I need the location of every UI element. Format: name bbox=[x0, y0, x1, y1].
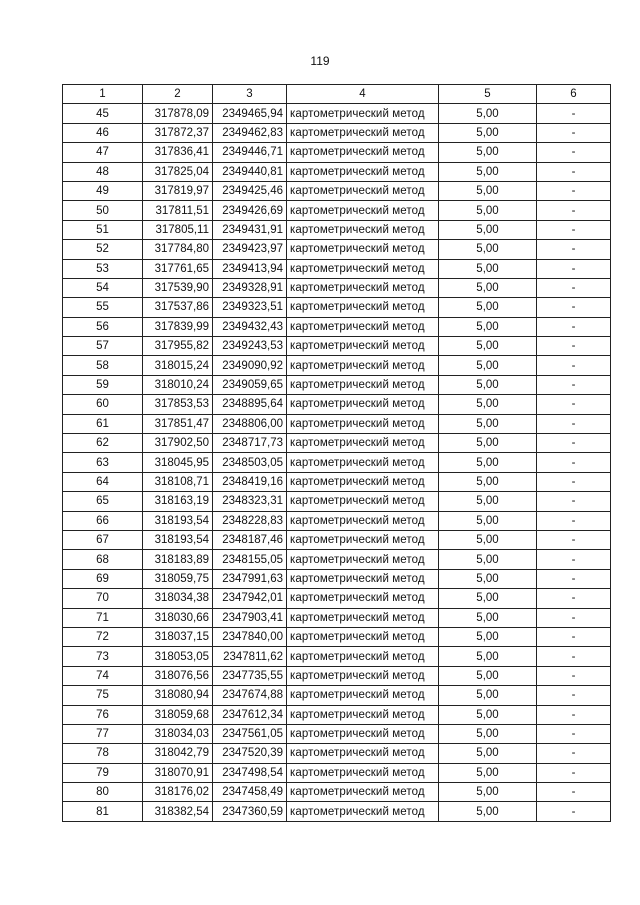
method-cell: картометрический метод bbox=[287, 201, 439, 220]
accuracy-cell: 5,00 bbox=[439, 220, 537, 239]
point-number-cell: 79 bbox=[63, 763, 143, 782]
y-coordinate-cell: 2347498,54 bbox=[213, 763, 287, 782]
x-coordinate-cell: 318034,03 bbox=[143, 724, 213, 743]
note-cell: - bbox=[537, 278, 611, 297]
accuracy-cell: 5,00 bbox=[439, 472, 537, 491]
method-cell: картометрический метод bbox=[287, 414, 439, 433]
point-number-cell: 60 bbox=[63, 395, 143, 414]
table-row bbox=[63, 104, 611, 123]
y-coordinate-cell: 2349059,65 bbox=[213, 375, 287, 394]
y-coordinate-cell: 2349425,46 bbox=[213, 181, 287, 200]
point-number-cell: 53 bbox=[63, 259, 143, 278]
accuracy-cell: 5,00 bbox=[439, 298, 537, 317]
header-col-6: 6 bbox=[537, 85, 611, 104]
x-coordinate-cell: 317819,97 bbox=[143, 181, 213, 200]
accuracy-cell: 5,00 bbox=[439, 240, 537, 259]
header-col-2: 2 bbox=[143, 85, 213, 104]
x-coordinate-cell: 318059,75 bbox=[143, 569, 213, 588]
note-cell: - bbox=[537, 744, 611, 763]
method-cell: картометрический метод bbox=[287, 530, 439, 549]
accuracy-cell: 5,00 bbox=[439, 608, 537, 627]
x-coordinate-cell: 318108,71 bbox=[143, 472, 213, 491]
point-number-cell: 77 bbox=[63, 724, 143, 743]
note-cell: - bbox=[537, 143, 611, 162]
note-cell: - bbox=[537, 453, 611, 472]
accuracy-cell: 5,00 bbox=[439, 550, 537, 569]
note-cell: - bbox=[537, 123, 611, 142]
note-cell: - bbox=[537, 724, 611, 743]
note-cell: - bbox=[537, 317, 611, 336]
accuracy-cell: 5,00 bbox=[439, 724, 537, 743]
point-number-cell: 57 bbox=[63, 337, 143, 356]
point-number-cell: 70 bbox=[63, 589, 143, 608]
method-cell: картометрический метод bbox=[287, 375, 439, 394]
x-coordinate-cell: 318070,91 bbox=[143, 763, 213, 782]
table-row bbox=[63, 627, 611, 646]
y-coordinate-cell: 2347458,49 bbox=[213, 783, 287, 802]
x-coordinate-cell: 317836,41 bbox=[143, 143, 213, 162]
x-coordinate-cell: 318042,79 bbox=[143, 744, 213, 763]
table-row bbox=[63, 647, 611, 666]
x-coordinate-cell: 318037,15 bbox=[143, 627, 213, 646]
note-cell: - bbox=[537, 783, 611, 802]
method-cell: картометрический метод bbox=[287, 627, 439, 646]
x-coordinate-cell: 317902,50 bbox=[143, 434, 213, 453]
note-cell: - bbox=[537, 472, 611, 491]
note-cell: - bbox=[537, 162, 611, 181]
y-coordinate-cell: 2349465,94 bbox=[213, 104, 287, 123]
method-cell: картометрический метод bbox=[287, 511, 439, 530]
table-row bbox=[63, 278, 611, 297]
table-body bbox=[63, 104, 611, 821]
y-coordinate-cell: 2348419,16 bbox=[213, 472, 287, 491]
x-coordinate-cell: 318030,66 bbox=[143, 608, 213, 627]
x-coordinate-cell: 317839,99 bbox=[143, 317, 213, 336]
x-coordinate-cell: 318183,89 bbox=[143, 550, 213, 569]
point-number-cell: 46 bbox=[63, 123, 143, 142]
x-coordinate-cell: 318010,24 bbox=[143, 375, 213, 394]
accuracy-cell: 5,00 bbox=[439, 530, 537, 549]
point-number-cell: 50 bbox=[63, 201, 143, 220]
note-cell: - bbox=[537, 434, 611, 453]
method-cell: картометрический метод bbox=[287, 783, 439, 802]
y-coordinate-cell: 2347674,88 bbox=[213, 686, 287, 705]
method-cell: картометрический метод bbox=[287, 337, 439, 356]
x-coordinate-cell: 318080,94 bbox=[143, 686, 213, 705]
table-row bbox=[63, 511, 611, 530]
table-row bbox=[63, 220, 611, 239]
point-number-cell: 49 bbox=[63, 181, 143, 200]
x-coordinate-cell: 317955,82 bbox=[143, 337, 213, 356]
point-number-cell: 69 bbox=[63, 569, 143, 588]
note-cell: - bbox=[537, 375, 611, 394]
x-coordinate-cell: 318053,05 bbox=[143, 647, 213, 666]
note-cell: - bbox=[537, 356, 611, 375]
accuracy-cell: 5,00 bbox=[439, 259, 537, 278]
note-cell: - bbox=[537, 666, 611, 685]
table-row bbox=[63, 298, 611, 317]
note-cell: - bbox=[537, 104, 611, 123]
y-coordinate-cell: 2349328,91 bbox=[213, 278, 287, 297]
header-col-1: 1 bbox=[63, 85, 143, 104]
page-number: 119 bbox=[310, 54, 330, 68]
table-row bbox=[63, 783, 611, 802]
accuracy-cell: 5,00 bbox=[439, 143, 537, 162]
y-coordinate-cell: 2347520,39 bbox=[213, 744, 287, 763]
note-cell: - bbox=[537, 511, 611, 530]
x-coordinate-cell: 317811,51 bbox=[143, 201, 213, 220]
point-number-cell: 56 bbox=[63, 317, 143, 336]
method-cell: картометрический метод bbox=[287, 472, 439, 491]
accuracy-cell: 5,00 bbox=[439, 666, 537, 685]
table-row bbox=[63, 569, 611, 588]
table-row bbox=[63, 259, 611, 278]
accuracy-cell: 5,00 bbox=[439, 337, 537, 356]
x-coordinate-cell: 318015,24 bbox=[143, 356, 213, 375]
y-coordinate-cell: 2347903,41 bbox=[213, 608, 287, 627]
accuracy-cell: 5,00 bbox=[439, 647, 537, 666]
method-cell: картометрический метод bbox=[287, 569, 439, 588]
coordinates-table bbox=[62, 84, 611, 822]
note-cell: - bbox=[537, 608, 611, 627]
table-row bbox=[63, 550, 611, 569]
method-cell: картометрический метод bbox=[287, 453, 439, 472]
accuracy-cell: 5,00 bbox=[439, 123, 537, 142]
note-cell: - bbox=[537, 627, 611, 646]
point-number-cell: 71 bbox=[63, 608, 143, 627]
y-coordinate-cell: 2348187,46 bbox=[213, 530, 287, 549]
accuracy-cell: 5,00 bbox=[439, 802, 537, 821]
y-coordinate-cell: 2348895,64 bbox=[213, 395, 287, 414]
method-cell: картометрический метод bbox=[287, 123, 439, 142]
note-cell: - bbox=[537, 763, 611, 782]
note-cell: - bbox=[537, 492, 611, 511]
point-number-cell: 76 bbox=[63, 705, 143, 724]
table-header-row bbox=[63, 85, 611, 104]
x-coordinate-cell: 318034,38 bbox=[143, 589, 213, 608]
accuracy-cell: 5,00 bbox=[439, 492, 537, 511]
y-coordinate-cell: 2349431,91 bbox=[213, 220, 287, 239]
x-coordinate-cell: 317784,80 bbox=[143, 240, 213, 259]
x-coordinate-cell: 317878,09 bbox=[143, 104, 213, 123]
x-coordinate-cell: 317851,47 bbox=[143, 414, 213, 433]
method-cell: картометрический метод bbox=[287, 395, 439, 414]
y-coordinate-cell: 2347811,62 bbox=[213, 647, 287, 666]
note-cell: - bbox=[537, 201, 611, 220]
table-row bbox=[63, 724, 611, 743]
point-number-cell: 65 bbox=[63, 492, 143, 511]
y-coordinate-cell: 2348155,05 bbox=[213, 550, 287, 569]
accuracy-cell: 5,00 bbox=[439, 395, 537, 414]
table-row bbox=[63, 240, 611, 259]
x-coordinate-cell: 317539,90 bbox=[143, 278, 213, 297]
y-coordinate-cell: 2347561,05 bbox=[213, 724, 287, 743]
accuracy-cell: 5,00 bbox=[439, 356, 537, 375]
y-coordinate-cell: 2347840,00 bbox=[213, 627, 287, 646]
x-coordinate-cell: 318163,19 bbox=[143, 492, 213, 511]
accuracy-cell: 5,00 bbox=[439, 763, 537, 782]
table-row bbox=[63, 414, 611, 433]
accuracy-cell: 5,00 bbox=[439, 744, 537, 763]
point-number-cell: 62 bbox=[63, 434, 143, 453]
method-cell: картометрический метод bbox=[287, 492, 439, 511]
y-coordinate-cell: 2349090,92 bbox=[213, 356, 287, 375]
method-cell: картометрический метод bbox=[287, 686, 439, 705]
y-coordinate-cell: 2348806,00 bbox=[213, 414, 287, 433]
table-row bbox=[63, 162, 611, 181]
accuracy-cell: 5,00 bbox=[439, 181, 537, 200]
method-cell: картометрический метод bbox=[287, 240, 439, 259]
y-coordinate-cell: 2347991,63 bbox=[213, 569, 287, 588]
note-cell: - bbox=[537, 550, 611, 569]
x-coordinate-cell: 317825,04 bbox=[143, 162, 213, 181]
x-coordinate-cell: 317853,53 bbox=[143, 395, 213, 414]
point-number-cell: 55 bbox=[63, 298, 143, 317]
x-coordinate-cell: 317872,37 bbox=[143, 123, 213, 142]
method-cell: картометрический метод bbox=[287, 356, 439, 375]
method-cell: картометрический метод bbox=[287, 181, 439, 200]
point-number-cell: 61 bbox=[63, 414, 143, 433]
note-cell: - bbox=[537, 181, 611, 200]
method-cell: картометрический метод bbox=[287, 143, 439, 162]
note-cell: - bbox=[537, 705, 611, 724]
method-cell: картометрический метод bbox=[287, 278, 439, 297]
y-coordinate-cell: 2348717,73 bbox=[213, 434, 287, 453]
x-coordinate-cell: 318193,54 bbox=[143, 511, 213, 530]
accuracy-cell: 5,00 bbox=[439, 705, 537, 724]
point-number-cell: 66 bbox=[63, 511, 143, 530]
point-number-cell: 72 bbox=[63, 627, 143, 646]
point-number-cell: 48 bbox=[63, 162, 143, 181]
note-cell: - bbox=[537, 569, 611, 588]
x-coordinate-cell: 318045,95 bbox=[143, 453, 213, 472]
note-cell: - bbox=[537, 686, 611, 705]
x-coordinate-cell: 317761,65 bbox=[143, 259, 213, 278]
table-row bbox=[63, 705, 611, 724]
header-col-3: 3 bbox=[213, 85, 287, 104]
method-cell: картометрический метод bbox=[287, 608, 439, 627]
y-coordinate-cell: 2347612,34 bbox=[213, 705, 287, 724]
accuracy-cell: 5,00 bbox=[439, 414, 537, 433]
method-cell: картометрический метод bbox=[287, 647, 439, 666]
method-cell: картометрический метод bbox=[287, 724, 439, 743]
table-row bbox=[63, 317, 611, 336]
y-coordinate-cell: 2348323,31 bbox=[213, 492, 287, 511]
table-row bbox=[63, 666, 611, 685]
note-cell: - bbox=[537, 589, 611, 608]
note-cell: - bbox=[537, 414, 611, 433]
method-cell: картометрический метод bbox=[287, 802, 439, 821]
accuracy-cell: 5,00 bbox=[439, 589, 537, 608]
y-coordinate-cell: 2349323,51 bbox=[213, 298, 287, 317]
accuracy-cell: 5,00 bbox=[439, 511, 537, 530]
table-row bbox=[63, 453, 611, 472]
accuracy-cell: 5,00 bbox=[439, 278, 537, 297]
y-coordinate-cell: 2348228,83 bbox=[213, 511, 287, 530]
table-row bbox=[63, 472, 611, 491]
y-coordinate-cell: 2347942,01 bbox=[213, 589, 287, 608]
method-cell: картометрический метод bbox=[287, 550, 439, 569]
y-coordinate-cell: 2348503,05 bbox=[213, 453, 287, 472]
table-row bbox=[63, 201, 611, 220]
note-cell: - bbox=[537, 240, 611, 259]
table-row bbox=[63, 589, 611, 608]
table-row bbox=[63, 686, 611, 705]
accuracy-cell: 5,00 bbox=[439, 104, 537, 123]
point-number-cell: 73 bbox=[63, 647, 143, 666]
method-cell: картометрический метод bbox=[287, 104, 439, 123]
note-cell: - bbox=[537, 530, 611, 549]
y-coordinate-cell: 2347735,55 bbox=[213, 666, 287, 685]
note-cell: - bbox=[537, 395, 611, 414]
method-cell: картометрический метод bbox=[287, 259, 439, 278]
x-coordinate-cell: 318193,54 bbox=[143, 530, 213, 549]
table-row bbox=[63, 802, 611, 821]
point-number-cell: 74 bbox=[63, 666, 143, 685]
table-row bbox=[63, 530, 611, 549]
table-row bbox=[63, 763, 611, 782]
x-coordinate-cell: 318076,56 bbox=[143, 666, 213, 685]
table-row bbox=[63, 123, 611, 142]
y-coordinate-cell: 2349243,53 bbox=[213, 337, 287, 356]
point-number-cell: 52 bbox=[63, 240, 143, 259]
point-number-cell: 58 bbox=[63, 356, 143, 375]
y-coordinate-cell: 2347360,59 bbox=[213, 802, 287, 821]
method-cell: картометрический метод bbox=[287, 298, 439, 317]
method-cell: картометрический метод bbox=[287, 434, 439, 453]
accuracy-cell: 5,00 bbox=[439, 162, 537, 181]
y-coordinate-cell: 2349440,81 bbox=[213, 162, 287, 181]
accuracy-cell: 5,00 bbox=[439, 453, 537, 472]
x-coordinate-cell: 318176,02 bbox=[143, 783, 213, 802]
point-number-cell: 78 bbox=[63, 744, 143, 763]
point-number-cell: 59 bbox=[63, 375, 143, 394]
x-coordinate-cell: 318382,54 bbox=[143, 802, 213, 821]
accuracy-cell: 5,00 bbox=[439, 434, 537, 453]
point-number-cell: 80 bbox=[63, 783, 143, 802]
point-number-cell: 81 bbox=[63, 802, 143, 821]
point-number-cell: 67 bbox=[63, 530, 143, 549]
note-cell: - bbox=[537, 802, 611, 821]
method-cell: картометрический метод bbox=[287, 666, 439, 685]
accuracy-cell: 5,00 bbox=[439, 783, 537, 802]
method-cell: картометрический метод bbox=[287, 317, 439, 336]
header-col-5: 5 bbox=[439, 85, 537, 104]
note-cell: - bbox=[537, 298, 611, 317]
method-cell: картометрический метод bbox=[287, 744, 439, 763]
point-number-cell: 45 bbox=[63, 104, 143, 123]
y-coordinate-cell: 2349432,43 bbox=[213, 317, 287, 336]
table-row bbox=[63, 608, 611, 627]
method-cell: картометрический метод bbox=[287, 763, 439, 782]
accuracy-cell: 5,00 bbox=[439, 375, 537, 394]
table-row bbox=[63, 395, 611, 414]
accuracy-cell: 5,00 bbox=[439, 569, 537, 588]
y-coordinate-cell: 2349423,97 bbox=[213, 240, 287, 259]
y-coordinate-cell: 2349462,83 bbox=[213, 123, 287, 142]
table-row bbox=[63, 434, 611, 453]
x-coordinate-cell: 317537,86 bbox=[143, 298, 213, 317]
table-row bbox=[63, 492, 611, 511]
point-number-cell: 63 bbox=[63, 453, 143, 472]
accuracy-cell: 5,00 bbox=[439, 627, 537, 646]
table-row bbox=[63, 181, 611, 200]
point-number-cell: 54 bbox=[63, 278, 143, 297]
accuracy-cell: 5,00 bbox=[439, 317, 537, 336]
table-row bbox=[63, 375, 611, 394]
point-number-cell: 68 bbox=[63, 550, 143, 569]
y-coordinate-cell: 2349413,94 bbox=[213, 259, 287, 278]
point-number-cell: 64 bbox=[63, 472, 143, 491]
method-cell: картометрический метод bbox=[287, 589, 439, 608]
header-col-4: 4 bbox=[287, 85, 439, 104]
method-cell: картометрический метод bbox=[287, 220, 439, 239]
method-cell: картометрический метод bbox=[287, 705, 439, 724]
point-number-cell: 47 bbox=[63, 143, 143, 162]
x-coordinate-cell: 318059,68 bbox=[143, 705, 213, 724]
x-coordinate-cell: 317805,11 bbox=[143, 220, 213, 239]
accuracy-cell: 5,00 bbox=[439, 201, 537, 220]
method-cell: картометрический метод bbox=[287, 162, 439, 181]
note-cell: - bbox=[537, 337, 611, 356]
note-cell: - bbox=[537, 259, 611, 278]
point-number-cell: 75 bbox=[63, 686, 143, 705]
table-row bbox=[63, 143, 611, 162]
y-coordinate-cell: 2349446,71 bbox=[213, 143, 287, 162]
note-cell: - bbox=[537, 647, 611, 666]
table-row bbox=[63, 356, 611, 375]
point-number-cell: 51 bbox=[63, 220, 143, 239]
y-coordinate-cell: 2349426,69 bbox=[213, 201, 287, 220]
note-cell: - bbox=[537, 220, 611, 239]
table-row bbox=[63, 337, 611, 356]
accuracy-cell: 5,00 bbox=[439, 686, 537, 705]
table-row bbox=[63, 744, 611, 763]
